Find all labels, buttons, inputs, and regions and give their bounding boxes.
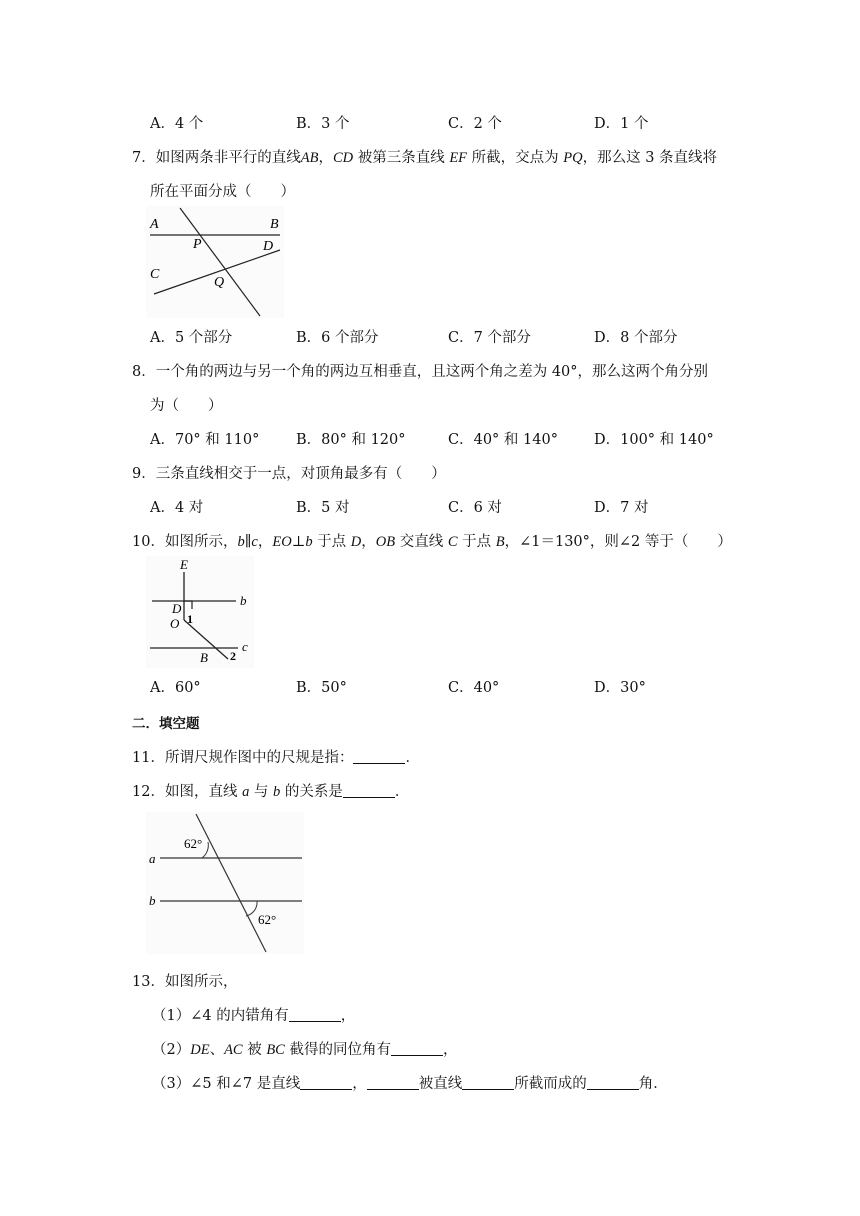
q7-text: ， [318, 150, 333, 166]
q6-option-b: B．3 个 [296, 116, 350, 132]
q10-label-o: O [170, 616, 180, 631]
q10-text: ， [361, 534, 376, 550]
q9-option-c: C．6 对 [448, 500, 502, 516]
q13-blank-6[interactable] [587, 1075, 639, 1090]
q7-var-ab: AB [300, 150, 319, 166]
q10-text: ，∠1＝130°，则∠2 等于（ ） [504, 534, 732, 550]
q13-text: 被 [242, 1042, 267, 1058]
q13-text: 、 [209, 1042, 225, 1058]
q7-label-q: Q [214, 275, 225, 290]
q7-stem [132, 146, 717, 167]
q12-label-a: a [149, 851, 156, 866]
q13-text: 截得的同位角有 [284, 1042, 391, 1058]
section-heading: 二．填空题 [132, 716, 200, 732]
q11-blank[interactable] [353, 749, 405, 764]
q13-blank-4[interactable] [367, 1075, 419, 1090]
q9-option-a: A．4 对 [150, 500, 204, 516]
q10-label-e: E [180, 557, 188, 572]
q10-text: 于点 [312, 534, 351, 550]
q7-option-d: D．8 个部分 [594, 330, 678, 346]
q8-stem-line2: 为（ ） [150, 398, 223, 414]
q7-option-b: B．6 个部分 [296, 330, 379, 346]
q13-var-bc: BC [266, 1042, 285, 1058]
q8-stem: 8．一个角的两边与另一个角的两边互相垂直，且这两个角之差为 40°，那么这两个角分别 [132, 364, 709, 380]
q7-var-pq: PQ [563, 150, 583, 166]
q13-text: 所截而成的 [514, 1076, 587, 1092]
q6-option-d: D．1 个 [594, 116, 649, 132]
q12-figure [146, 812, 304, 954]
q7-stem-line2: 所在平面分成（ ） [150, 184, 295, 200]
q11-stem [132, 746, 420, 767]
q12-text: 与 [249, 784, 274, 800]
q10-option-c: C．40° [448, 680, 500, 696]
q10-var-eo: EO [272, 534, 292, 550]
q12-angle-62-bottom: 62° [258, 912, 277, 927]
q10-option-a: A．60° [150, 680, 201, 696]
q13-part1 [152, 1004, 355, 1025]
q10-var-ob: OB [375, 534, 396, 550]
q8-option-a: A．70° 和 110° [150, 432, 260, 448]
q13-text: ， [352, 1076, 367, 1092]
q10-var-b-point: B [495, 534, 505, 550]
q12-var-b: b [273, 784, 281, 800]
q12-text: ． [394, 784, 410, 800]
q11-text: ． [405, 750, 420, 766]
q12-blank[interactable] [343, 783, 395, 798]
q13-var-de: DE [190, 1042, 210, 1058]
q10-label-d: D [172, 601, 182, 616]
q6-option-a: A．4 个 [150, 116, 204, 132]
q7-number: 7． [132, 150, 156, 166]
q10-stem [132, 530, 732, 551]
q13-blank-3[interactable] [300, 1075, 352, 1090]
q10-text: 交直线 [395, 534, 448, 550]
q12-stem [132, 780, 409, 801]
q10-text: 于点 [457, 534, 496, 550]
q13-part2 [152, 1038, 457, 1059]
q7-figure [146, 206, 284, 318]
q13-part3 [152, 1072, 668, 1093]
q12-angle-62-top: 62° [184, 836, 203, 851]
q10-var-c: C [447, 534, 458, 550]
q12-var-a: a [242, 784, 250, 800]
q10-text: ， [257, 534, 273, 550]
q10-option-b: B．50° [296, 680, 347, 696]
q10-label-c-line: c [242, 639, 248, 654]
q13-text: 被直线 [418, 1076, 463, 1092]
q13-blank-2[interactable] [391, 1041, 443, 1056]
q10-option-d: D．30° [594, 680, 646, 696]
q7-option-c: C．7 个部分 [448, 330, 531, 346]
q9-option-b: B．5 对 [296, 500, 350, 516]
q7-label-a: A [150, 217, 159, 232]
q9-option-d: D．7 对 [594, 500, 649, 516]
q13-text: （1）∠4 的内错角有 [152, 1008, 289, 1024]
q13-text: （3）∠5 和∠7 是直线 [152, 1076, 301, 1092]
q10-var-b: b [305, 534, 313, 550]
q7-label-p: P [193, 237, 202, 252]
q10-text: ⊥ [291, 534, 306, 550]
q13-text: ， [442, 1042, 458, 1058]
q13-text: （2） [152, 1042, 191, 1058]
q8-option-c: C．40° 和 140° [448, 432, 558, 448]
q10-figure [146, 556, 254, 668]
q13-text: 角． [638, 1076, 668, 1092]
q13-blank-1[interactable] [289, 1007, 341, 1022]
q8-option-b: B．80° 和 120° [296, 432, 406, 448]
q11-text: 11．所谓尺规作图中的尺规是指： [132, 750, 354, 766]
q7-text: ，那么这 3 条直线将 [582, 150, 718, 166]
q7-text: 如图两条非平行的直线 [155, 150, 301, 166]
q10-var-d: D [350, 534, 362, 550]
q10-label-angle2: 2 [230, 649, 236, 663]
q7-label-d: D [263, 239, 274, 254]
q7-text: 被第三条直线 [353, 150, 450, 166]
q13-blank-5[interactable] [462, 1075, 514, 1090]
q7-label-c: C [150, 267, 160, 282]
q10-label-b-point: B [200, 650, 208, 665]
q7-var-ef: EF [449, 150, 468, 166]
q13-text: ， [340, 1008, 356, 1024]
q8-option-d: D．100° 和 140° [594, 432, 714, 448]
q7-text: 所截，交点为 [467, 150, 564, 166]
q13-stem: 13．如图所示， [132, 974, 238, 990]
q13-var-ac: AC [224, 1042, 243, 1058]
q12-text: 12．如图，直线 [132, 784, 243, 800]
q6-option-c: C．2 个 [448, 116, 502, 132]
q7-label-b: B [270, 217, 279, 232]
q12-text: 的关系是 [280, 784, 343, 800]
q7-option-a: A．5 个部分 [150, 330, 233, 346]
q10-label-angle1: 1 [187, 612, 193, 626]
q9-stem: 9．三条直线相交于一点，对顶角最多有（ ） [132, 466, 446, 482]
q10-label-b-line: b [240, 593, 247, 608]
q10-text: 10．如图所示， [132, 534, 238, 550]
q12-label-b: b [149, 893, 156, 908]
q7-var-cd: CD [332, 150, 354, 166]
q10-var-bc: b∥c [237, 534, 258, 550]
